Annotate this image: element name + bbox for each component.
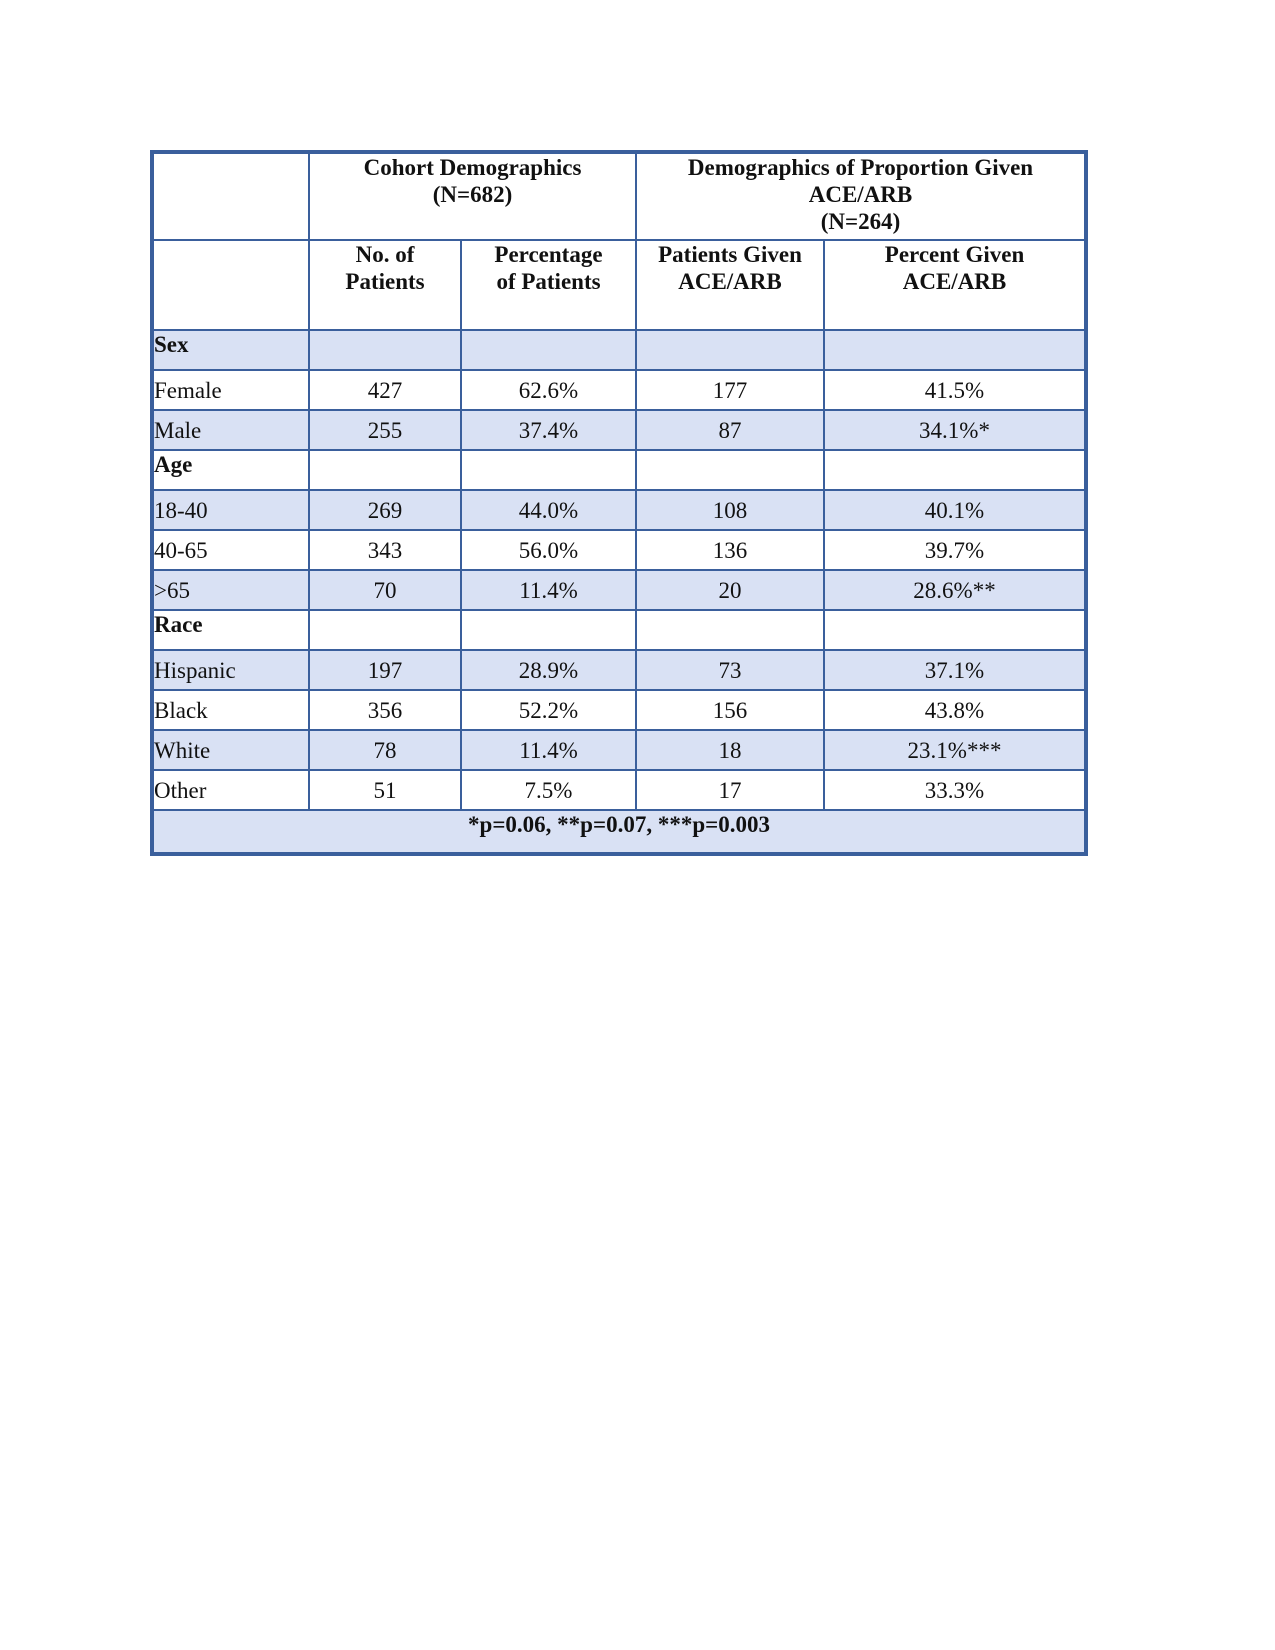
percent-given-cell: 37.1% [824,650,1086,690]
table-row [152,490,1086,530]
empty-cell [309,610,461,650]
header-proportion-drug: ACE/ARB [808,182,913,207]
percent-given-cell: 40.1% [824,490,1086,530]
section-title: Race [152,610,309,650]
header-text: Patients Given [658,242,802,267]
percentage-cell: 11.4% [461,730,636,770]
header-proportion-line: Demographics of Proportion Given [687,155,1034,180]
empty-cell [309,330,461,370]
row-label: White [152,730,309,770]
percent-given-cell: 34.1%* [824,410,1086,450]
patients-cell: 269 [309,490,461,530]
given-cell: 73 [636,650,824,690]
empty-cell [824,450,1086,490]
patients-cell: 255 [309,410,461,450]
footnote: *p=0.06, **p=0.07, ***p=0.003 [152,810,1086,854]
percent-given-cell: 23.1%*** [824,730,1086,770]
patients-cell: 51 [309,770,461,810]
percentage-cell: 56.0% [461,530,636,570]
table-row [152,690,1086,730]
patients-cell: 356 [309,690,461,730]
empty-cell [824,330,1086,370]
header-row-columns [152,240,1086,330]
empty-cell [636,610,824,650]
empty-cell [309,450,461,490]
header-corner-cell [152,152,309,240]
section-title: Sex [152,330,309,370]
patients-cell: 427 [309,370,461,410]
row-label: 18-40 [152,490,309,530]
demographics-table [150,150,1088,856]
header-percent-given [824,240,1086,330]
percentage-cell: 11.4% [461,570,636,610]
percentage-cell: 44.0% [461,490,636,530]
header-cohort-n: (N=682) [432,182,513,207]
given-cell: 20 [636,570,824,610]
empty-cell [824,610,1086,650]
header-row-groups [152,152,1086,240]
row-label: Black [152,690,309,730]
row-label: >65 [152,570,309,610]
header-text: ACE/ARB [678,269,782,294]
row-label: Male [152,410,309,450]
given-cell: 17 [636,770,824,810]
table-row [152,770,1086,810]
header-proportion-n: (N=264) [820,209,901,234]
empty-cell [636,450,824,490]
header-text: Percentage [494,242,603,267]
patients-cell: 78 [309,730,461,770]
given-cell: 177 [636,370,824,410]
given-cell: 156 [636,690,824,730]
table-row [152,410,1086,450]
table-row [152,530,1086,570]
header-text: Patients [345,269,425,294]
footnote-row [152,810,1086,854]
patients-cell: 70 [309,570,461,610]
header-text: ACE/ARB [902,269,1007,294]
patients-cell: 343 [309,530,461,570]
table-row [152,370,1086,410]
header-cohort-line: Cohort Demographics [363,155,582,180]
header-text: Percent Given [884,242,1025,267]
percent-given-cell: 39.7% [824,530,1086,570]
section-title: Age [152,450,309,490]
section-row-race [152,610,1086,650]
patients-cell: 197 [309,650,461,690]
given-cell: 136 [636,530,824,570]
percentage-cell: 7.5% [461,770,636,810]
row-label: Female [152,370,309,410]
empty-cell [636,330,824,370]
percentage-cell: 62.6% [461,370,636,410]
empty-cell [461,450,636,490]
row-label: 40-65 [152,530,309,570]
percent-given-cell: 33.3% [824,770,1086,810]
given-cell: 18 [636,730,824,770]
section-row-sex [152,330,1086,370]
given-cell: 87 [636,410,824,450]
percentage-cell: 28.9% [461,650,636,690]
percentage-cell: 52.2% [461,690,636,730]
header-percentage-of-patients [461,240,636,330]
percent-given-cell: 28.6%** [824,570,1086,610]
header-no-of-patients [309,240,461,330]
header-cohort-demographics [309,152,636,240]
percent-given-cell: 41.5% [824,370,1086,410]
empty-cell [461,330,636,370]
header-proportion-given [636,152,1086,240]
given-cell: 108 [636,490,824,530]
section-row-age [152,450,1086,490]
header-text: of Patients [496,269,601,294]
percent-given-cell: 43.8% [824,690,1086,730]
table-row [152,570,1086,610]
table-row [152,650,1086,690]
header-text: No. of [355,242,415,267]
header-blank-cell [152,240,309,330]
percentage-cell: 37.4% [461,410,636,450]
table-row [152,730,1086,770]
header-patients-given [636,240,824,330]
empty-cell [461,610,636,650]
row-label: Hispanic [152,650,309,690]
row-label: Other [152,770,309,810]
